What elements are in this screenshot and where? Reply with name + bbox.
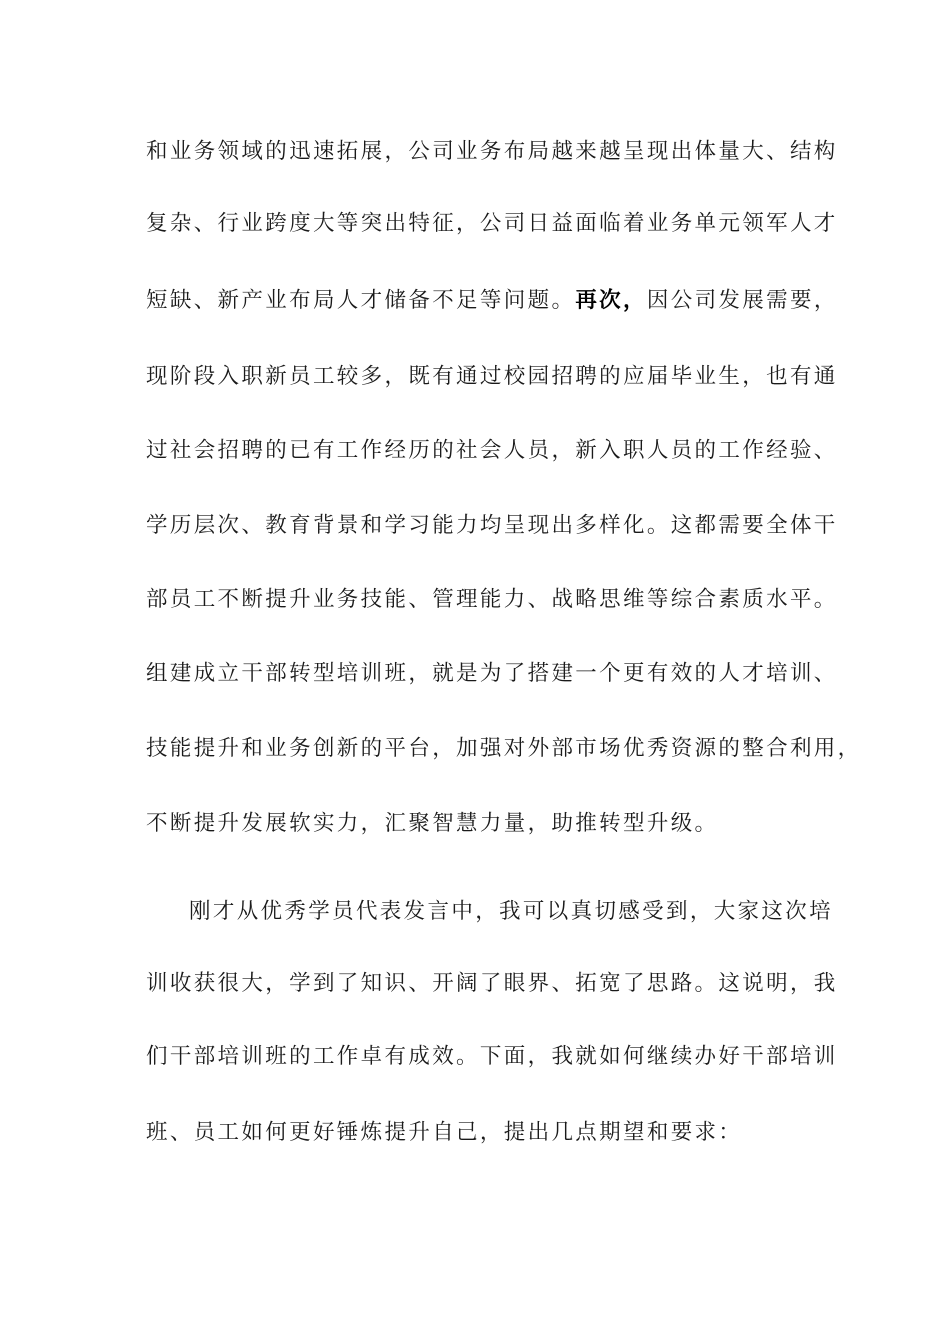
paragraph-line: 班、员工如何更好锤炼提升自己，提出几点期望和要求： bbox=[146, 1120, 743, 1145]
paragraph-line: 学历层次、教育背景和学习能力均呈现出多样化。这都需要全体干 bbox=[146, 513, 838, 538]
paragraph-line: 不断提升发展软实力，汇聚智慧力量，助推转型升级。 bbox=[146, 811, 719, 836]
line-text: 因公司发展需要， bbox=[646, 288, 838, 313]
paragraph-line: 们干部培训班的工作卓有成效。下面，我就如何继续办好干部培训 bbox=[146, 1044, 838, 1069]
line-text: 短缺、新产业布局人才储备不足等问题。 bbox=[146, 288, 576, 313]
paragraph-line: 和业务领域的迅速拓展，公司业务布局越来越呈现出体量大、结构 bbox=[146, 139, 838, 164]
paragraph-line: 过社会招聘的已有工作经历的社会人员，新入职人员的工作经验、 bbox=[146, 438, 838, 463]
paragraph-line: 现阶段入职新员工较多，既有通过校园招聘的应届毕业生，也有通 bbox=[146, 364, 838, 389]
emphasis-text: 再次， bbox=[575, 288, 647, 313]
paragraph-line: 训收获很大，学到了知识、开阔了眼界、拓宽了思路。这说明，我 bbox=[146, 971, 838, 996]
paragraph-line-with-emphasis bbox=[146, 283, 838, 319]
paragraph-line: 部员工不断提升业务技能、管理能力、战略思维等综合素质水平。 bbox=[146, 587, 838, 612]
paragraph-line-indented: 刚才从优秀学员代表发言中，我可以真切感受到，大家这次培 bbox=[189, 899, 833, 924]
paragraph-line: 技能提升和业务创新的平台，加强对外部市场优秀资源的整合利用， bbox=[146, 736, 862, 761]
paragraph-line: 组建成立干部转型培训班，就是为了搭建一个更有效的人才培训、 bbox=[146, 661, 838, 686]
paragraph-line: 复杂、行业跨度大等突出特征，公司日益面临着业务单元领军人才 bbox=[146, 211, 838, 236]
